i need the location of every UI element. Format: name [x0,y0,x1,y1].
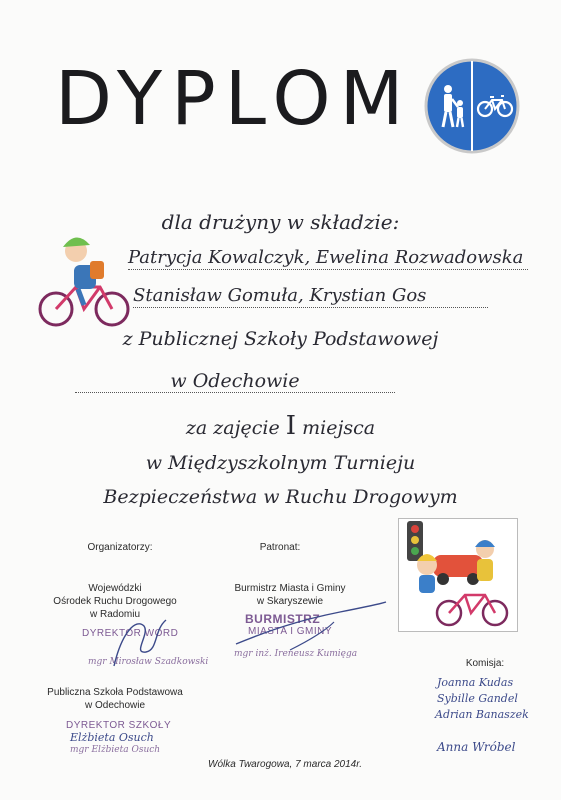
child-cyclist-illustration [34,225,134,335]
team-line: dla drużyny w składzie: [161,210,400,234]
committee-member-2: Sybille Gandel [437,692,518,705]
town-line: w Odechowie [75,370,395,393]
organizer-2-line-1: Publiczna Szkoła Podstawowa [47,687,183,698]
children-traffic-illustration [398,518,518,632]
organizer-1-signature [104,612,174,672]
place-line [0,411,561,441]
patron-line-2: w Skaryszewie [256,596,324,607]
organizer-1-line-1: Wojewódzki [88,583,142,594]
pedestrian-bicycle-sign-icon [420,57,524,155]
organizer-2-signature: Elżbieta Osuch [70,731,154,744]
committee-member-4: Anna Wróbel [437,740,516,754]
diploma-title: DYPLOM [55,56,413,142]
patron-stamp-1: BURMISTRZ [245,612,321,626]
patron-stamp-name: mgr inż. Ireneusz Kumięga [234,649,358,659]
organizer-2-stamp-name: mgr Elżbieta Osuch [70,745,161,755]
committee-heading: Komisja: [465,658,505,669]
organizer-1-line-2: Ośrodek Ruchu Drogowego [53,596,177,607]
patron-heading: Patronat: [259,542,301,553]
committee-member-3: Adrian Banaszek [435,708,529,721]
place-number: I [285,411,297,441]
organizer-1-stamp: DYREKTOR WORD [82,628,179,639]
place-prefix: za zajęcie [185,417,280,439]
patron-line-1: Burmistrz Miasta i Gminy [234,583,346,594]
place-suffix: miejsca [302,417,376,439]
organizers-heading: Organizatorzy: [87,542,153,553]
team-members-row-1: Patrycja Kowalczyk, Ewelina Rozwadowska [128,247,528,270]
place-and-date: Wólka Twarogowa, 7 marca 2014r. [208,759,362,770]
patron-signature [230,600,390,660]
organizer-2-stamp: DYREKTOR SZKOŁY [66,720,172,731]
organizer-2 [40,686,190,712]
tournament-line-1: w Międzyszkolnym Turnieju [145,452,416,474]
patron-stamp-2: MIASTA I GMINY [248,626,333,637]
school-line: z Publicznej Szkoły Podstawowej [122,328,439,350]
team-members-row-2: Stanisław Gomuła, Krystian Gos [133,285,488,308]
committee-member-1: Joanna Kudas [437,676,514,689]
organizer-1-line-3: w Radomiu [89,609,141,620]
tournament-line-2: Bezpieczeństwa w Ruchu Drogowym [103,486,458,508]
organizer-2-line-2: w Odechowie [84,700,146,711]
organizer-1-stamp-name: mgr Mirosław Szadkowski [88,657,209,667]
